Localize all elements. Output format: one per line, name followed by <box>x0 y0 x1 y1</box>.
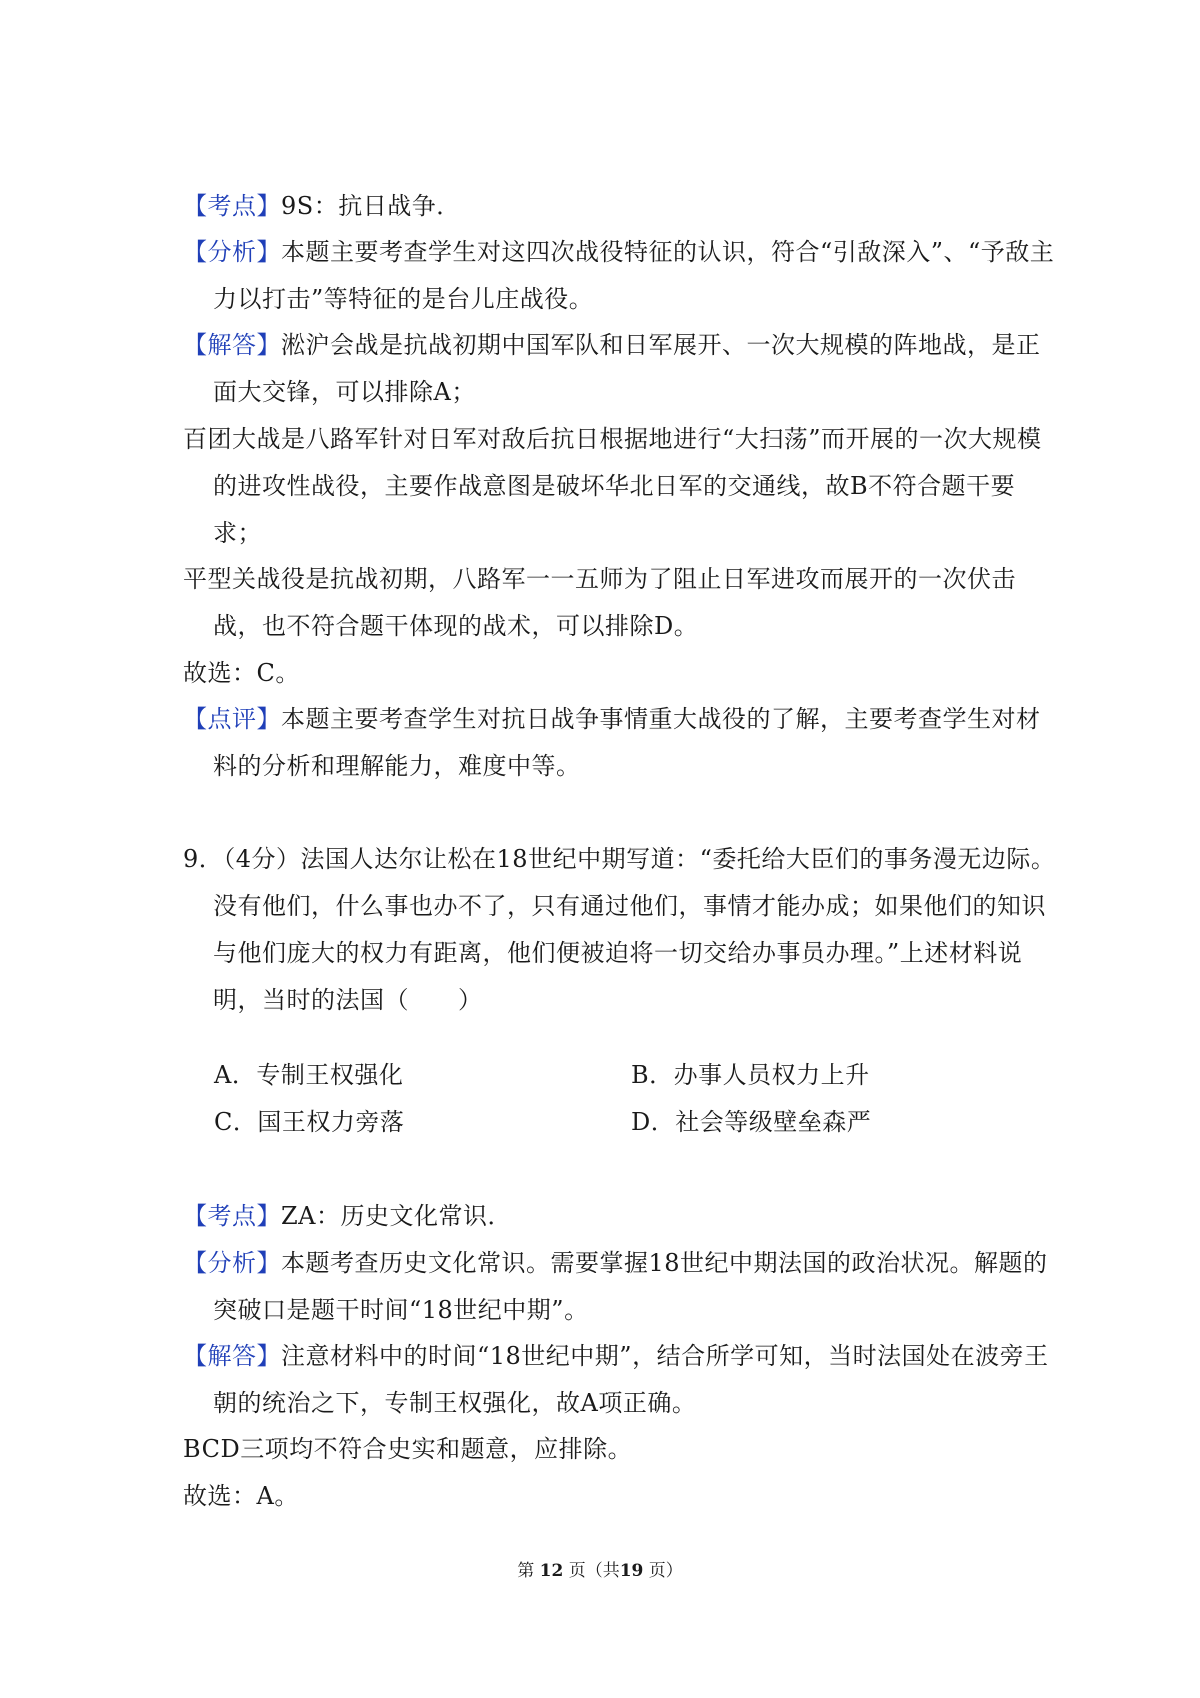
fenxi-tag: 【分析】 <box>183 1249 281 1277</box>
q8-para3: 平型关战役是抗战初期，八路军一一五师为了阻止日军进攻而展开的一次伏击战，也不符合题干体现的战术，可以排除D。 <box>183 565 1016 640</box>
jieda-tag: 【解答】 <box>183 1342 281 1370</box>
q8-answer: 故选：C。 <box>183 659 300 687</box>
q9-option-a: A．专制王权强化 <box>214 1061 404 1089</box>
fenxi-tag: 【分析】 <box>183 238 281 266</box>
q8-dianping-text: 本题主要考查学生对抗日战争事情重大战役的了解，主要考查学生对材料的分析和理解能力，难度中等。 <box>213 705 1041 780</box>
q9-fenxi-text: 本题考查历史文化常识。需要掌握18世纪中期法国的政治状况。解题的突破口是题干时间“18世纪中期”。 <box>213 1249 1048 1324</box>
q9-fenxi <box>183 1240 1058 1334</box>
q9-para2: BCD三项均不符合史实和题意，应排除。 <box>183 1435 633 1463</box>
q8-jieda-text: 淞沪会战是抗战初期中国军队和日军展开、一次大规模的阵地战，是正面大交锋，可以排除A； <box>213 331 1041 406</box>
q9-jieda-text: 注意材料中的时间“18世纪中期”，结合所学可知，当时法国处在波旁王朝的统治之下，专制王权强化，故A项正确。 <box>213 1342 1049 1417</box>
q9-option-d: D．社会等级壁垒森严 <box>631 1108 872 1136</box>
q9-option-c: C．国王权力旁落 <box>214 1108 405 1136</box>
q9-jieda <box>183 1333 1058 1427</box>
q8-kaodian-text: 9S：抗日战争． <box>281 192 461 220</box>
q8-fenxi <box>183 229 1058 323</box>
kaodian-tag: 【考点】 <box>183 1202 281 1230</box>
q9-stem: 9．（4分）法国人达尔让松在18世纪中期写道：“委托给大臣们的事务漫无边际。没有他们，什么事也办不了，只有通过他们，事情才能办成；如果他们的知识与他们庞大的权力有距离，他们便被迫将一切交给办事员办理。”上述材料说明，当时的法国（ ） <box>183 845 1056 1014</box>
footer-middle: 页（共 <box>568 1561 620 1581</box>
q9-option-b: B．办事人员权力上升 <box>631 1061 870 1089</box>
footer-page-number: 12 <box>539 1561 564 1581</box>
q8-fenxi-text: 本题主要考查学生对这四次战役特征的认识，符合“引敌深入”、“予敌主力以打击”等特征的是台儿庄战役。 <box>213 238 1055 313</box>
q8-para2: 百团大战是八路军针对日军对敌后抗日根据地进行“大扫荡”而开展的一次大规模的进攻性战役，主要作战意图是破坏华北日军的交通线，故B不符合题干要求； <box>183 425 1042 547</box>
footer-prefix: 第 <box>517 1561 535 1581</box>
footer-total-pages: 19 <box>619 1561 644 1581</box>
q9-kaodian-text: ZA：历史文化常识． <box>281 1202 513 1230</box>
kaodian-tag: 【考点】 <box>183 192 281 220</box>
q8-dianping <box>183 696 1058 790</box>
jieda-tag: 【解答】 <box>183 331 281 359</box>
q8-jieda <box>183 322 1058 416</box>
q8-kaodian <box>183 183 1058 230</box>
q9-kaodian <box>183 1193 1058 1240</box>
page-footer <box>0 1559 1200 1583</box>
q9-answer: 故选：A。 <box>183 1482 299 1510</box>
footer-suffix: 页） <box>648 1561 683 1581</box>
dianping-tag: 【点评】 <box>183 705 281 733</box>
